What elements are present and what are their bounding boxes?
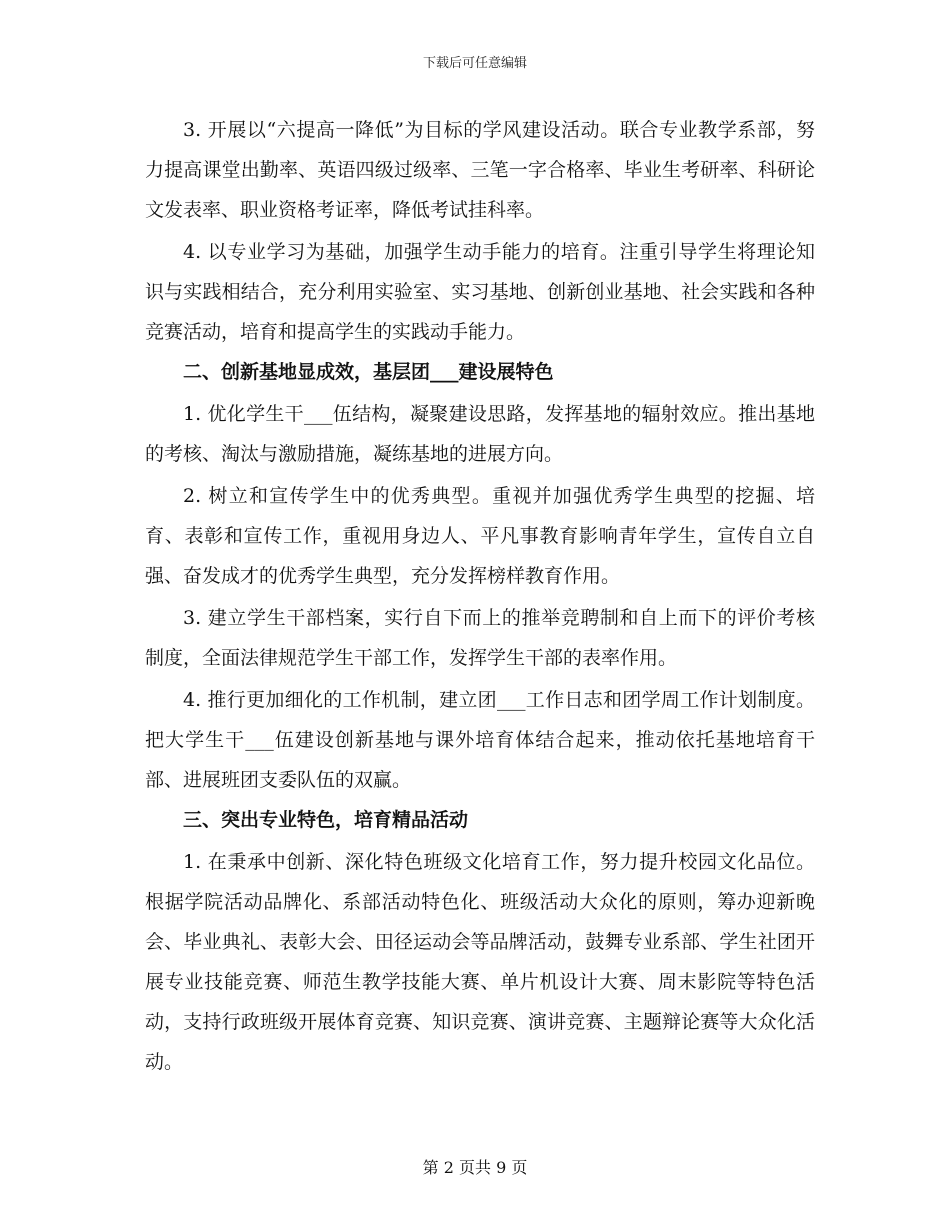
- document-body: [145, 110, 815, 1084]
- paragraph-2-1: 1. 优化学生干___伍结构，凝聚建设思路，发挥基地的辐射效应。推出基地的考核、淘汰与激励措施，凝练基地的进展方向。: [145, 403, 815, 465]
- paragraph-2-3: 3. 建立学生干部档案，实行自下而上的推举竞聘制和自上而下的评价考核制度，全面法律规范学生干部工作，发挥学生干部的表率作用。: [145, 607, 815, 669]
- header-note: 下载后可任意编辑: [422, 56, 527, 71]
- page-footer: 第 2 页共 9 页: [422, 1158, 528, 1177]
- paragraph-4: 4. 以专业学习为基础，加强学生动手能力的培育。注重引导学生将理论知识与实践相结合，充分利用实验室、实习基地、创新创业基地、社会实践和各种竞赛活动，培育和提高学生的实践动手能力。: [145, 241, 815, 343]
- paragraph-2-4: 4. 推行更加细化的工作机制，建立团___工作日志和团学周工作计划制度。把大学生干___伍建设创新基地与课外培育体结合起来，推动依托基地培育干部、进展班团支委队伍的双赢。: [145, 689, 815, 791]
- paragraph-3: 3. 开展以“六提高一降低”为目标的学风建设活动。联合专业教学系部，努力提高课堂出勤率、英语四级过级率、三笔一字合格率、毕业生考研率、科研论文发表率、职业资格考证率，降低考试挂科率。: [145, 119, 815, 221]
- paragraph-2-2: 2. 树立和宣传学生中的优秀典型。重视并加强优秀学生典型的挖掘、培育、表彰和宣传工作，重视用身边人、平凡事教育影响青年学生，宣传自立自强、奋发成才的优秀学生典型，充分发挥榜样教育作用。: [145, 485, 815, 587]
- paragraph-3-1: 1. 在秉承中创新、深化特色班级文化培育工作，努力提升校园文化品位。根据学院活动品牌化、系部活动特色化、班级活动大众化的原则，筹办迎新晚会、毕业典礼、表彰大会、田径运动会等品牌活动，鼓舞专业系部、学生社团开展专业技能竞赛、师范生教学技能大赛、单片机设计大赛、周末影院等特色活动，支持行政班级开展体育竞赛、知识竞赛、演讲竞赛、主题辩论赛等大众化活动。: [145, 851, 815, 1073]
- section-heading-3: 三、突出专业特色，培育精品活动: [183, 809, 469, 831]
- section-heading-2: 二、创新基地显成效，基层团___建设展特色: [183, 361, 554, 383]
